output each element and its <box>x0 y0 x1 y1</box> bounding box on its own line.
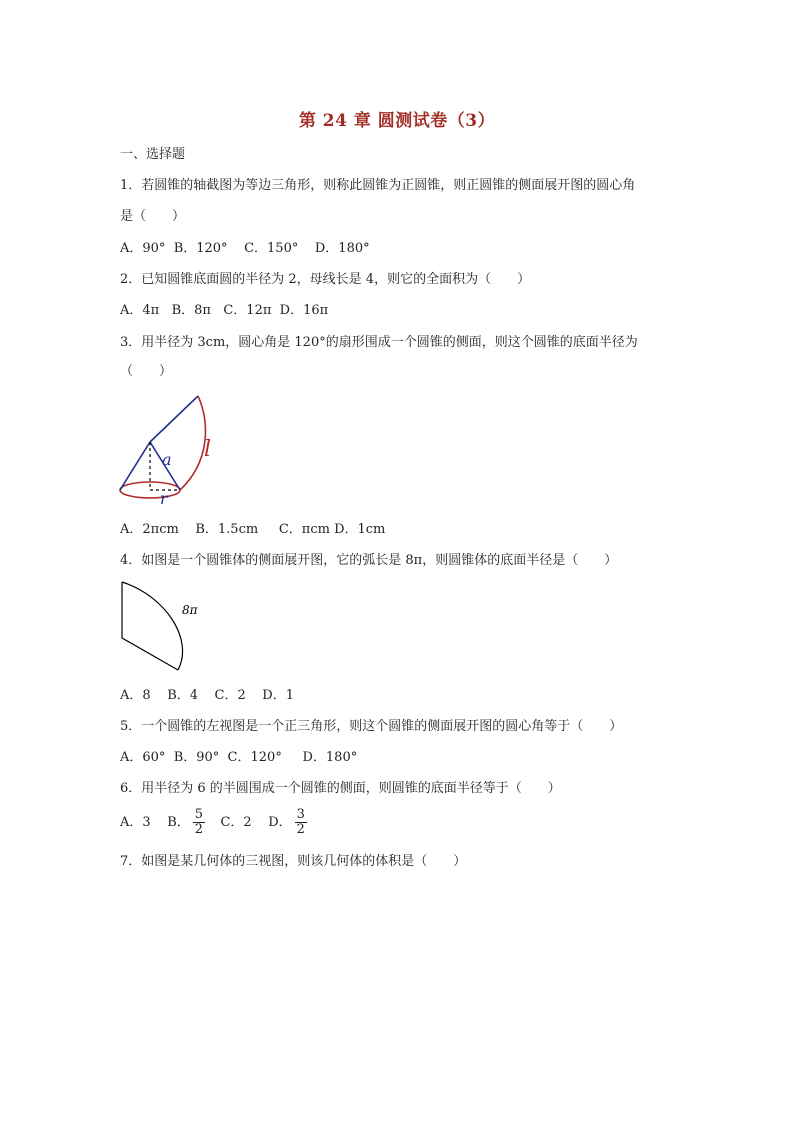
section-heading: 一、选择题 <box>120 147 186 162</box>
q6-option-a: A．3 <box>120 815 151 830</box>
sector-figure <box>118 578 208 676</box>
q6-option-b-fraction <box>193 808 205 837</box>
cone-figure <box>118 392 228 510</box>
question-1-line-1: 1．若圆锥的轴截图为等边三角形，则称此圆锥为正圆锥，则正圆锥的侧面展开图的圆心角 <box>120 178 636 193</box>
question-7-text: 7．如图是某几何体的三视图，则该几何体的体积是（ ） <box>120 854 467 869</box>
question-6-text: 6．用半径为 6 的半圆围成一个圆锥的侧面，则圆锥的底面半径等于（ ） <box>120 781 561 796</box>
question-6-options <box>120 807 310 839</box>
label-l: l <box>204 437 212 462</box>
q6-option-d-numerator: 3 <box>296 807 305 822</box>
question-1-line-2: 是（ ） <box>120 209 186 224</box>
q6-option-b-denominator: 2 <box>194 822 204 837</box>
sector-arc-q4 <box>122 582 183 670</box>
question-2-options: A．4π B．8π C．12π D．16π <box>120 303 329 318</box>
question-1-options: A．90° B．120° C．150° D．180° <box>120 241 370 256</box>
q6-option-b-label: B． <box>167 815 190 830</box>
q6-option-d-denominator: 2 <box>296 822 305 837</box>
question-4-options: A．8 B．4 C．2 D．1 <box>120 688 294 703</box>
question-5-text: 5．一个圆锥的左视图是一个正三角形，则这个圆锥的侧面展开图的圆心角等于（ ） <box>120 719 623 734</box>
question-3-options: A．2πcm B．1.5cm C．πcm D．1cm <box>120 522 386 537</box>
label-8pi: 8π <box>182 603 198 617</box>
label-a: a <box>162 450 172 469</box>
question-4-text: 4．如图是一个圆锥体的侧面展开图，它的弧长是 8π，则圆锥体的底面半径是（ ） <box>120 553 618 568</box>
q6-option-c: C．2 <box>220 815 252 830</box>
q6-option-d-fraction <box>295 808 307 837</box>
page-title: 第 24 章 圆测试卷（3） <box>298 111 496 131</box>
q6-option-d-label: D． <box>268 815 292 830</box>
sector-radii <box>122 582 178 670</box>
label-r: r <box>160 489 168 508</box>
question-3-line-1: 3．用半径为 3cm，圆心角是 120°的扇形围成一个圆锥的侧面，则这个圆锥的底面半径为 <box>120 335 638 350</box>
question-5-options: A．60° B．90° C．120° D．180° <box>120 750 358 765</box>
q6-option-b-numerator: 5 <box>194 807 204 822</box>
question-3-line-2: （ ） <box>120 364 173 379</box>
sector-edge <box>150 396 198 442</box>
question-2-text: 2．已知圆锥底面圆的半径为 2，母线长是 4，则它的全面积为（ ） <box>120 272 531 287</box>
